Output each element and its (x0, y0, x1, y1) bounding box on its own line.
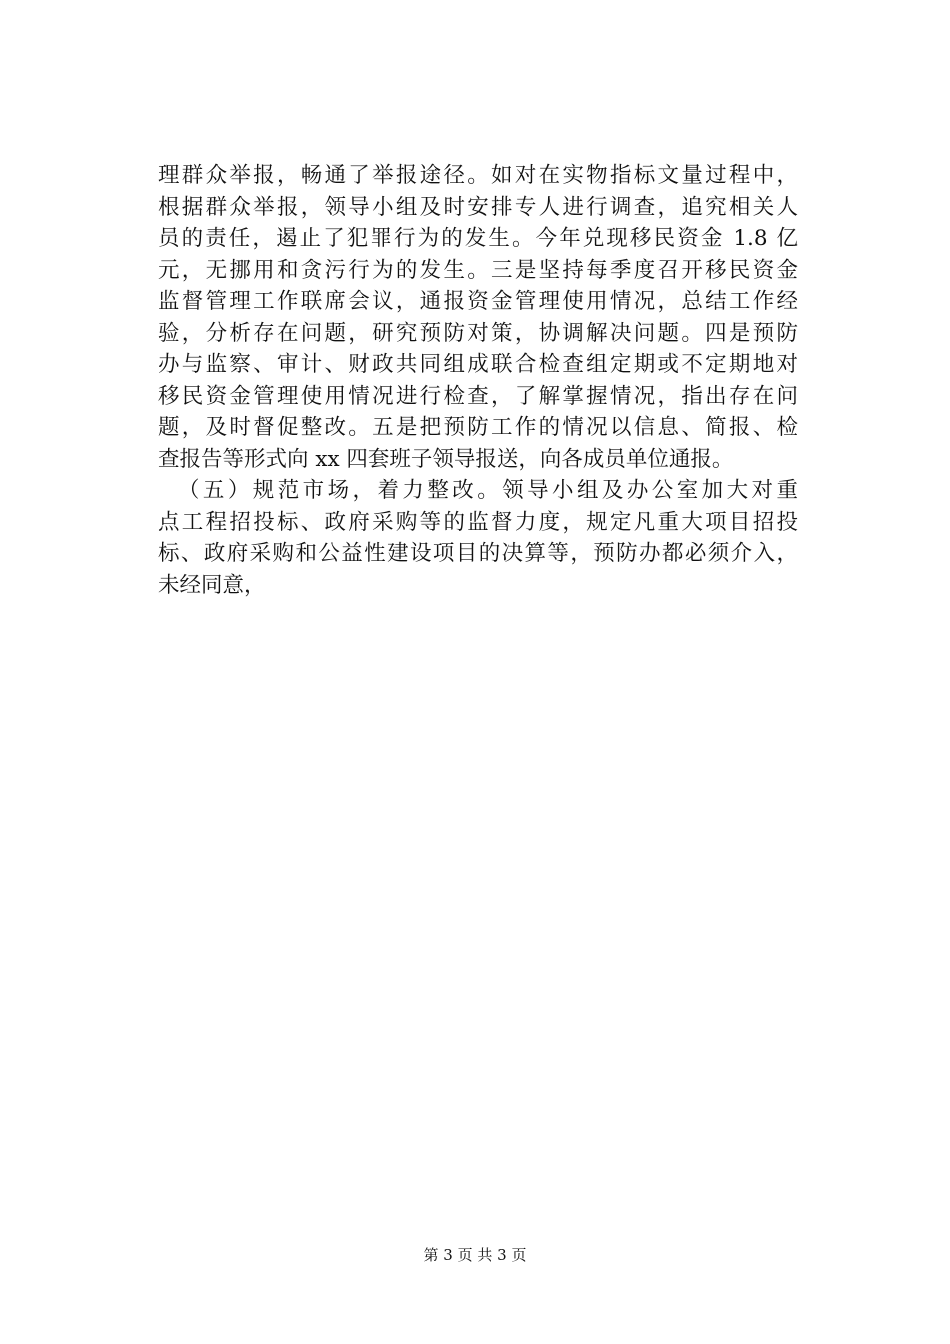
text-line: 验，分析存在问题，研究预防对策，协调解决问题。四是预防 (158, 320, 798, 346)
page-number-footer: 第 3 页 共 3 页 (423, 1246, 527, 1264)
text-line: 标、政府采购和公益性建设项目的决算等，预防办都必须介入， (158, 541, 798, 566)
paragraph-2 (158, 475, 798, 601)
text-line: 点工程招投标、政府采购等的监督力度，规定凡重大项目招投 (158, 509, 798, 535)
text-line: 根据群众举报，领导小组及时安排专人进行调查，追究相关人 (158, 194, 798, 220)
text-line: （五）规范市场，着力整改。领导小组及办公室加大对重 (178, 478, 798, 503)
text-line: 员的责任，遏止了犯罪行为的发生。今年兑现移民资金 1.8 亿 (158, 226, 798, 251)
paragraph-1 (158, 160, 798, 475)
text-line: 监督管理工作联席会议，通报资金管理使用情况，总结工作经 (158, 289, 798, 314)
text-line: 元，无挪用和贪污行为的发生。三是坚持每季度召开移民资金 (158, 257, 798, 283)
text-line: 理群众举报，畅通了举报途径。如对在实物指标文量过程中， (158, 163, 798, 188)
text-line: 移民资金管理使用情况进行检查，了解掌握情况，指出存在问 (158, 383, 798, 409)
text-line: 查报告等形式向 xx 四套班子领导报送，向各成员单位通报。 (158, 446, 734, 472)
text-line: 办与监察、审计、财政共同组成联合检查组定期或不定期地对 (158, 352, 798, 377)
text-line: 题，及时督促整改。五是把预防工作的情况以信息、简报、检 (158, 415, 798, 440)
text-line: 未经同意， (158, 572, 266, 598)
document-body (158, 160, 798, 601)
